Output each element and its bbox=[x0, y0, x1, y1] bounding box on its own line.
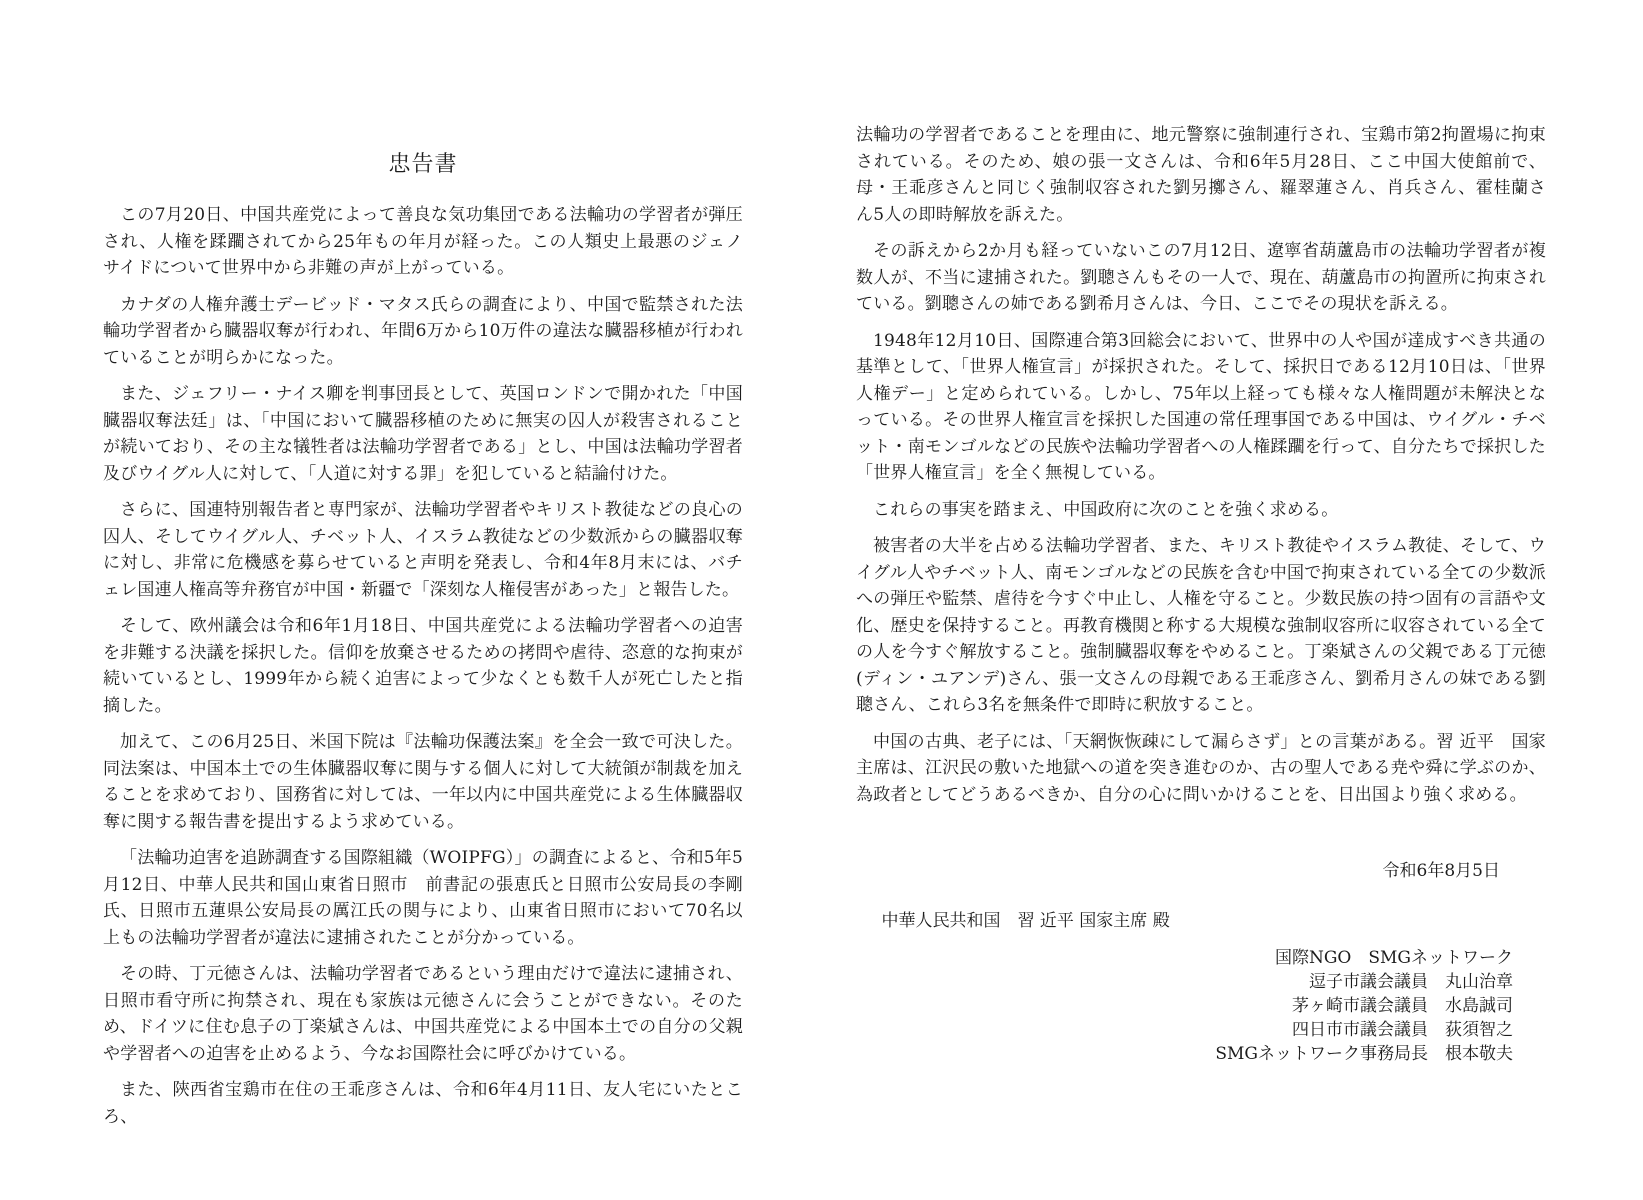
body-paragraph: 「法輪功迫害を追跡調査する国際組織（WOIPFG）」の調査によると、令和5年5月12日、中華人民共和国山東省日照市 前書記の張恵氏と日照市公安局長の李剛氏、日照市五蓮県公安局長の厲江氏の関与により、山東省日照市において70名以上もの法輪功学習者が違法に逮捕されたことが分かっている。 bbox=[103, 848, 743, 948]
body-paragraph: その時、丁元徳さんは、法輪功学習者であるという理由だけで違法に逮捕され、日照市看守所に拘禁され、現在も家族は元徳さんに会うことができない。そのため、ドイツに住む息子の丁楽斌さんは、中国共産党による中国本土での自分の父親や学習者への迫害を止めるよう、今なお国際社会に呼びかけている。 bbox=[103, 964, 743, 1064]
document-title-text: 忠告書 bbox=[388, 152, 458, 177]
document-title bbox=[103, 150, 743, 180]
signature-line: SMGネットワーク事務局長 根本敬夫 bbox=[1215, 1044, 1513, 1064]
page-1 bbox=[103, 0, 743, 1140]
body-paragraph: 加えて、この6月25日、米国下院は『法輪功保護法案』を全会一致で可決した。同法案は、中国本土での生体臓器収奪に関与する個人に対して大統領が制裁を加えることを求めており、国務省に対しては、一年以内に中国共産党による生体臓器収奪に関する報告書を提出するよう求めている。 bbox=[103, 732, 743, 832]
signature-line: 茅ヶ崎市議会議員 水島誠司 bbox=[1292, 996, 1513, 1016]
body-paragraph: 被害者の大半を占める法輪功学習者、また、キリスト教徒やイスラム教徒、そして、ウイグル人やチベット人、南モンゴルなどの民族を含む中国で拘束されている全ての少数派への弾圧や監禁、虐待を今すぐ中止し、人権を守ること。少数民族の持つ固有の言語や文化、歴史を保持すること。再教育機関と称する大規模な強制収容所に収容されている全ての人を今すぐ解放すること。強制臓器収奪をやめること。丁楽斌さんの父親である丁元徳(ディン・ユアンデ)さん、張一文さんの母親である王乖彦さん、劉希月さんの妹である劉聰さん、これら3名を無条件で即時に釈放すること。 bbox=[856, 536, 1546, 715]
page-2 bbox=[856, 0, 1546, 1066]
body-paragraph: 中国の古典、老子には、「天網恢恢疎にして漏らさず」との言葉がある。習 近平 国家主席は、江沢民の敷いた地獄への道を突き進むのか、古の聖人である尭や舜に学ぶのか、為政者としてどうあるべきか、自分の心に問いかけることを、日出国より強く求める。 bbox=[856, 731, 1546, 805]
signature-line: 国際NGO SMGネットワーク bbox=[1274, 948, 1513, 968]
body-paragraph: また、ジェフリー・ナイス卿を判事団長として、英国ロンドンで開かれた「中国臓器収奪法廷」は、「中国において臓器移植のために無実の囚人が殺害されることが続いており、その主な犠牲者は法輪功学習者である」とし、中国は法輪功学習者及びウイグル人に対して、「人道に対する罪」を犯していると結論付けた。 bbox=[103, 384, 743, 484]
body-paragraph: さらに、国連特別報告者と専門家が、法輪功学習者やキリスト教徒などの良心の囚人、そしてウイグル人、チベット人、イスラム教徒などの少数派からの臓器収奪に対し、非常に危機感を募らせていると声明を発表し、令和4年8月末には、バチェレ国連人権高等弁務官が中国・新疆で「深刻な人権侵害があった」と報告した。 bbox=[103, 500, 743, 600]
continuation-paragraph: 法輪功の学習者であることを理由に、地元警察に強制連行され、宝鶏市第2拘置場に拘束されている。そのため、娘の張一文さんは、令和6年5月28日、ここ中国大使館前で、母・王乖彦さんと同じく強制収容された劉另擲さん、羅翠蓮さん、肖兵さん、霍桂蘭さん5人の即時解放を訴えた。 bbox=[856, 125, 1546, 225]
body-paragraph: この7月20日、中国共産党によって善良な気功集団である法輪功の学習者が弾圧され、人権を蹂躙されてから25年もの年月が経った。この人類史上最悪のジェノサイドについて世界中から非難の声が上がっている。 bbox=[103, 205, 743, 278]
body-paragraph: カナダの人権弁護士デービッド・マタス氏らの調査により、中国で監禁された法輪功学習者から臓器収奪が行われ、年間6万から10万件の違法な臓器移植が行われていることが明らかになった。 bbox=[103, 294, 743, 368]
addressee-line: 中華人民共和国 習 近平 国家主席 殿 bbox=[881, 911, 1170, 931]
date-line: 令和6年8月5日 bbox=[1382, 861, 1500, 881]
body-paragraph: そして、欧州議会は令和6年1月18日、中国共産党による法輪功学習者への迫害を非難する決議を採択した。信仰を放棄させるための拷問や虐待、恣意的な拘束が続いているとし、1999年から続く迫害によって少なくとも数千人が死亡したと指摘した。 bbox=[103, 616, 743, 716]
signature-line: 逗子市議会議員 丸山治章 bbox=[1309, 972, 1513, 992]
signature-block bbox=[856, 946, 1546, 1066]
body-paragraph: また、陝西省宝鶏市在住の王乖彦さんは、令和6年4月11日、友人宅にいたところ、 bbox=[103, 1080, 743, 1127]
signature-line: 四日市市議会議員 荻須智之 bbox=[1292, 1020, 1513, 1040]
body-paragraph: 1948年12月10日、国際連合第3回総会において、世界中の人や国が達成すべき共通の基準として、「世界人権宣言」が採択された。そして、採択日である12月10日は、「世界人権デー」と定められている。しかし、75年以上経っても様々な人権問題が未解決となっている。その世界人権宣言を採択した国連の常任理事国である中国は、ウイグル・チベット・南モンゴルなどの民族や法輪功学習者への人権蹂躙を行って、自分たちで採択した「世界人権宣言」を全く無視している。 bbox=[856, 330, 1546, 483]
body-paragraph: その訴えから2か月も経っていないこの7月12日、遼寧省葫蘆島市の法輪功学習者が複数人が、不当に逮捕された。劉聰さんもその一人で、現在、葫蘆島市の拘置所に拘束されている。劉聰さんの姉である劉希月さんは、今日、ここでその現状を訴える。 bbox=[856, 241, 1546, 314]
body-paragraph: これらの事実を踏まえ、中国政府に次のことを強く求める。 bbox=[873, 499, 1339, 520]
